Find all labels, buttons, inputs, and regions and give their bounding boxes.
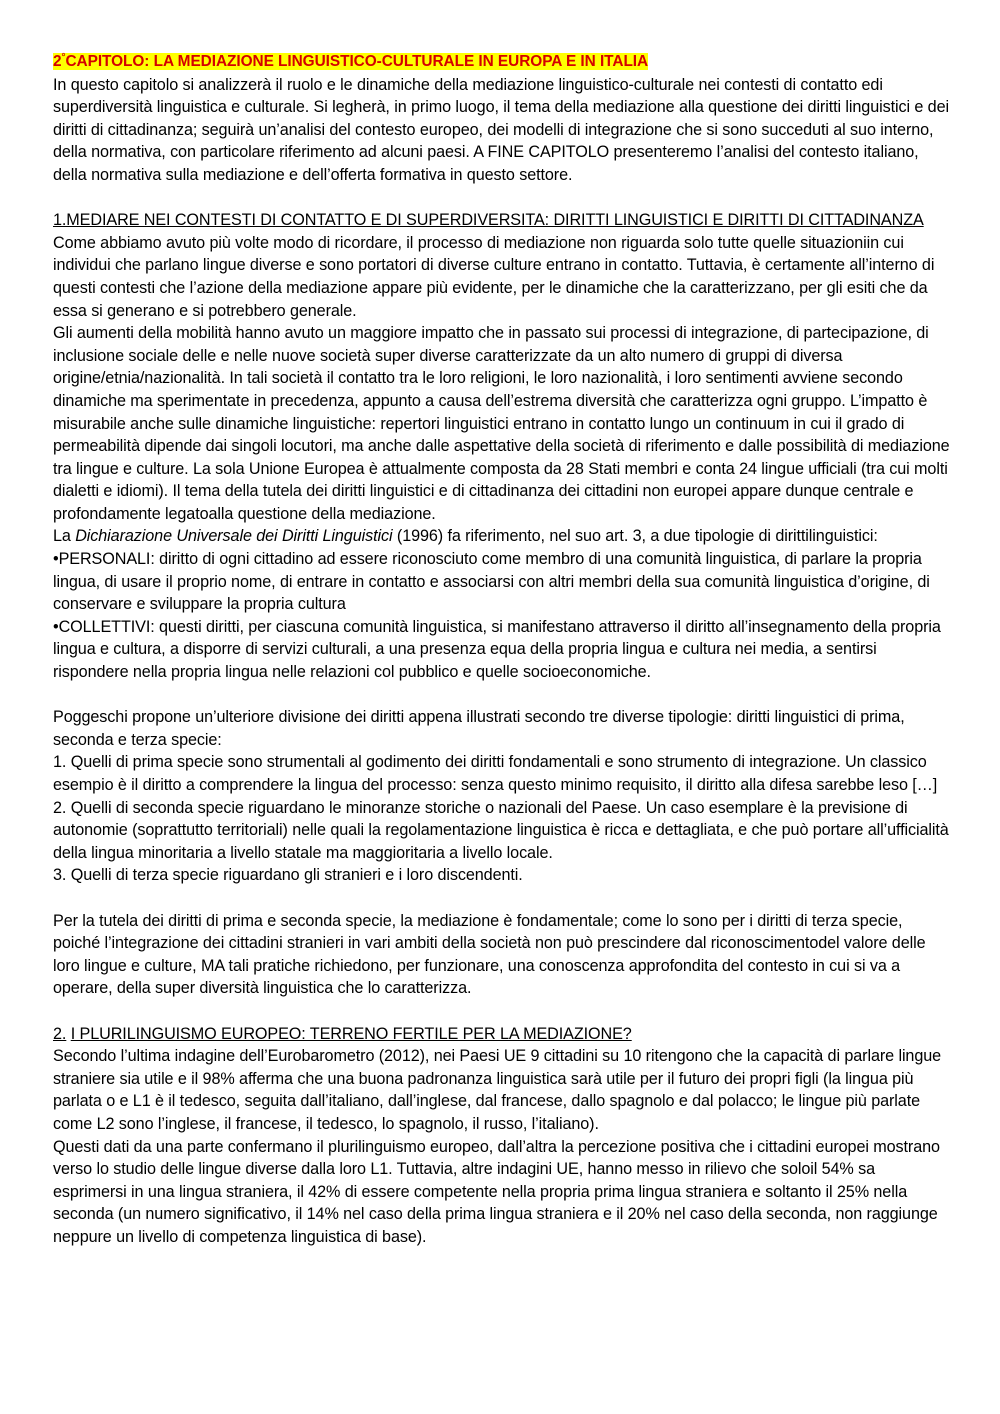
p3-before: La xyxy=(53,527,76,546)
chapter-number: 2 xyxy=(53,53,62,70)
section2-paragraph-1: Secondo l’ultima indagine dell’Eurobarometro (2012), nei Paesi UE 9 cittadini su 10 ritengono che la capacità di parlare lingue straniere sia utile e il 98% afferma che una buona padronanza linguistica sarà utile per il futuro dei propri figli (la lingua più parlata o e L1 è il tedesco, seguita dall’italiano, dall’inglese, dal francese, dallo spagnolo e dal polacco; le lingue più parlate come L2 sono l’inglese, il francese, il tedesco, lo spagnolo, il russo, l’italiano). xyxy=(53,1047,942,1133)
chapter-intro: In questo capitolo si analizzerà il ruolo e le dinamiche della mediazione linguistico-culturale nei contesti di contatto edi superdiversità linguistica e culturale. Si legherà, in primo luogo, il tema della mediazione alla questione dei diritti linguistici e dei diritti di cittadinanza; seguirà un’analisi del contesto europeo, dei modelli di integrazione che si sono succeduti al suo interno, della normativa, con particolare riferimento ad alcuni paesi. A FINE CAPITOLO presenteremo l’analisi del contesto italiano, della normativa sulla mediazione e dell’offerta formativa in questo settore. xyxy=(53,75,949,184)
chapter-title-highlight xyxy=(53,53,648,70)
section1-paragraph-3 xyxy=(53,525,953,548)
section1-title: 1.MEDIARE NEI CONTESTI DI CONTATTO E DI SUPERDIVERSITA: DIRITTI LINGUISTICI E DIRITTI DI CITTADINANZA xyxy=(53,211,924,230)
section2-number: 2. xyxy=(53,1024,67,1043)
section1-paragraph-4: Poggeschi propone un’ulteriore divisione dei diritti appena illustrati secondo tre diverse tipologie: diritti linguistici di prima, seconda e terza specie: xyxy=(53,708,905,749)
list-item-1: 1. Quelli di prima specie sono strumentali al godimento dei diritti fondamentali e sono strumento di integrazione. Un classico esempio è il diritto a comprendere la lingua del processo: senza questo minimo requisito, il diritto alla difesa sarebbe leso […] xyxy=(53,753,938,794)
spacer xyxy=(53,187,953,210)
list-item-3: 3. Quelli di terza specie riguardano gli stranieri e i loro discendenti. xyxy=(53,866,523,885)
section1-paragraph-5: Per la tutela dei diritti di prima e seconda specie, la mediazione è fondamentale; come lo sono per i diritti di terza specie, poiché l’integrazione dei cittadini stranieri in vari ambiti della società non può prescindere dal riconoscimentodel valore delle loro lingue e culture, MA tali pratiche richiedono, per funzionare, una conoscenza approfondita del contesto in cui si va a operare, della super diversità linguistica che lo caratterizza. xyxy=(53,911,926,998)
document-page xyxy=(53,50,953,1248)
list-item-2: 2. Quelli di seconda specie riguardano le minoranze storiche o nazionali del Paese. Un caso esemplare è la previsione di autonomie (soprattutto territoriali) nelle quali la regolamentazione linguistica è ricca e dettagliata, e che può portare all’ufficialità della lingua minoritaria a livello statale ma maggioritaria a livello locale. xyxy=(53,798,949,862)
chapter-title: CAPITOLO: LA MEDIAZIONE LINGUISTICO-CULTURALE IN EUROPA E IN ITALIA xyxy=(65,53,649,70)
spacer xyxy=(53,1000,953,1023)
spacer xyxy=(53,684,953,707)
degree-sign: ° xyxy=(61,51,66,63)
section2-title: I PLURILINGUISMO EUROPEO: TERRENO FERTILE PER LA MEDIAZIONE? xyxy=(70,1024,632,1043)
section1-paragraph-2: Gli aumenti della mobilità hanno avuto un maggiore impatto che in passato sui processi di integrazione, di partecipazione, di inclusione sociale delle e nelle nuove società super diverse caratterizzate da un alto numero di gruppi di diversa origine/etnia/nazionalità. In tali società il contatto tra le loro religioni, le loro nazionalità, i loro sentimenti avviene secondo dinamiche ma sperimentate in precedenza, appunto a causa dell’estrema diversità che caratterizza ogni gruppo. L’impatto è misurabile anche sulle dinamiche linguistiche: repertori linguistici entrano in contatto lungo un continuum in cui il grado di permeabilità dipende dai singoli locutori, ma anche dalle aspettative della società di riferimento e dalle possibilità di mediazione tra lingue e culture. La sola Unione Europea è attualmente composta da 28 Stati membri e conta 24 lingue ufficiali (tra cui molti dialetti e idiomi). Il tema della tutela dei diritti linguistici e di cittadinanza dei cittadini non europei appare dunque centrale e profondamente legatoalla questione della mediazione. xyxy=(53,324,950,523)
spacer xyxy=(53,887,953,910)
section2-paragraph-2: Questi dati da una parte confermano il plurilinguismo europeo, dall’altra la percezione positiva che i cittadini europei mostrano verso lo studio delle lingue diverse dalla loro L1. Tuttavia, altre indagini UE, hanno messo in rilievo che soloil 54% sa esprimersi in una lingua straniera, il 42% di essere competente nella propria prima lingua straniera e soltanto il 25% nella seconda (un numero significativo, il 14% nel caso della prima lingua straniera e il 20% nel caso della seconda, non raggiunge neppure un livello di competenza linguistica di base). xyxy=(53,1137,940,1246)
declaration-title: Dichiarazione Universale dei Diritti Linguistici xyxy=(75,527,393,546)
chapter-heading xyxy=(53,50,953,74)
section1-paragraph-1: Come abbiamo avuto più volte modo di ricordare, il processo di mediazione non riguarda solo tutte quelle situazioniin cui individui che parlano lingue diverse e sono portatori di diverse culture entrano in contatto. Tuttavia, è certamente all’interno di questi contesti che l’azione della mediazione appare più evidente, per le dinamiche che la caratterizzano, per gli esiti che da essa si generano e si potrebbero generale. xyxy=(53,233,935,320)
p3-after: (1996) fa riferimento, nel suo art. 3, a due tipologie di dirittilinguistici: xyxy=(392,527,878,546)
section2-heading xyxy=(53,1023,953,1046)
bullet-collective-rights: •COLLETTIVI: questi diritti, per ciascuna comunità linguistica, si manifestano attraverso il diritto all’insegnamento della propria lingua e cultura, a disporre di servizi culturali, a una presenza equa della propria lingua e cultura nei media, a sentirsi rispondere nella propria lingua nelle relazioni col pubblico e quelle socioeconomiche. xyxy=(53,617,941,682)
bullet-personal-rights: •PERSONALI: diritto di ogni cittadino ad essere riconosciuto come membro di una comunità linguistica, di parlare la propria lingua, di usare il proprio nome, di entrare in contatto e associarsi con altri membri della sua comunità linguistica d’origine, di conservare e sviluppare la propria cultura xyxy=(53,550,930,614)
